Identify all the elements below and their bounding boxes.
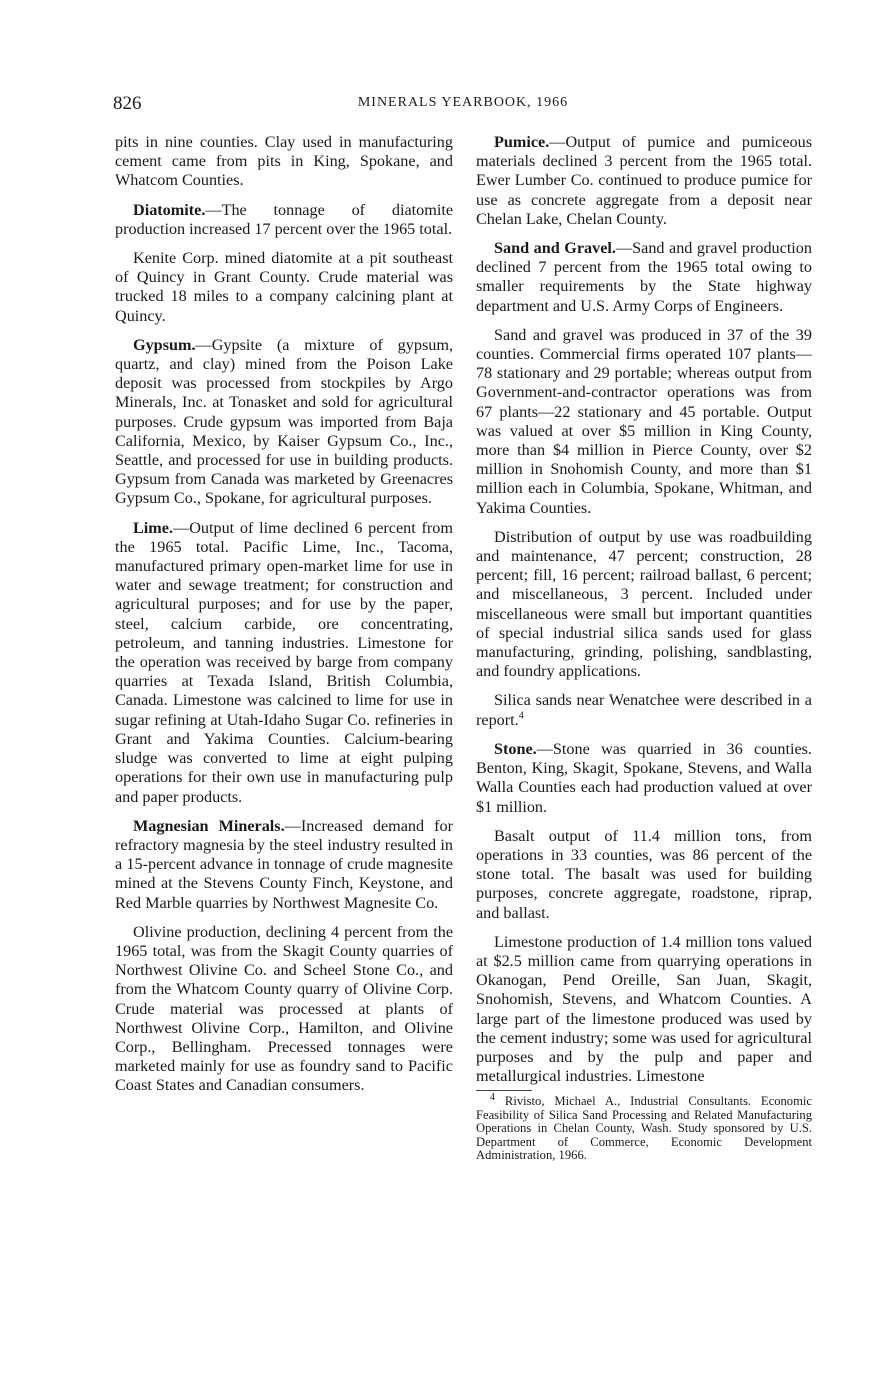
section-heading-magnesian-minerals: Magnesian Minerals. xyxy=(133,816,285,835)
paragraph-text: Olivine production, declining 4 percent from the 1965 total, was from the Skagit County quarries of Northwest Olivine Co. and Scheel Stone Co., and from the Whatcom County quarry of Olivine Corp. Crude material was processed at plants of Northwest Olivine Corp., Hamilton, and Olivine Corp., Bellingham. Precessed tonnages were marketed mainly for use as foundry sand to Pacific Coast States and Canadian consumers. xyxy=(115,922,453,1095)
paragraph-text: —Stone was quarried in 36 counties. Benton, King, Skagit, Spokane, Stevens, and Walla Walla Counties each had production valued at over $1 million. xyxy=(476,739,812,816)
paragraph-lime xyxy=(115,519,453,807)
footnote-reference: 4 xyxy=(518,710,524,722)
left-column xyxy=(115,133,453,1106)
right-column xyxy=(476,133,812,1162)
paragraph-text: —Sand and gravel production declined 7 percent from the 1965 total owing to smaller requirements by the State highway department and U.S. Army Corps of Engineers. xyxy=(476,239,812,315)
paragraph-sand-and-gravel xyxy=(476,239,812,316)
section-heading-gypsum: Gypsum. xyxy=(133,335,196,354)
paragraph-text: —Gypsite (a mixture of gypsum, quartz, and clay) mined from the Poison Lake deposit was processed from stockpiles by Argo Minerals, Inc. at Tonasket and sold for agricultural purposes. Crude gypsum was imported from Baja California, Mexico, by Kaiser Gypsum Co., Inc., Seattle, and processed for use in building products. Gypsum from Canada was marketed by Greenacres Gypsum Co., Spokane, for agricultural purposes. xyxy=(115,335,453,508)
running-title: MINERALS YEARBOOK, 1966 xyxy=(357,95,569,110)
paragraph-olivine xyxy=(115,923,453,1096)
section-heading-pumice: Pumice. xyxy=(494,133,550,151)
section-heading-lime: Lime. xyxy=(133,518,174,537)
paragraph-text: Limestone production of 1.4 million tons valued at $2.5 million came from quarrying operations in Okanogan, Pend Oreille, San Juan, Skagit, Snohomish, Stevens, and Whatcom Counties. A large part of the limestone produced was used by the cement industry; some was used for agricultural purposes and by the pulp and paper and metallurgical industries. Limestone xyxy=(476,932,812,1086)
paragraph-sand-production xyxy=(476,326,812,518)
paragraph-clay-continued xyxy=(115,133,453,191)
section-heading-stone: Stone. xyxy=(494,739,537,758)
paragraph-text: pits in nine counties. Clay used in manufacturing cement came from pits in King, Spokane, and Whatcom Counties. xyxy=(115,133,453,190)
paragraph-gypsum xyxy=(115,336,453,509)
section-heading-diatomite: Diatomite. xyxy=(133,200,206,219)
paragraph-text: —Output of pumice and pumiceous materials declined 3 percent from the 1965 total. Ewer Lumber Co. continued to produce pumice for use as concrete aggregate from a deposit near Chelan Lake, Chelan County. xyxy=(476,133,812,228)
paragraph-text: Distribution of output by use was roadbuilding and maintenance, 47 percent; construction, 28 percent; fill, 16 percent; railroad ballast, 6 percent; and miscellaneous, 3 percent. Included under miscellaneous were small but important quantities of special industrial silica sands used for glass manufacturing, grinding, polishing, sandblasting, and foundry applications. xyxy=(476,527,812,681)
paragraph-text: Basalt output of 11.4 million tons, from operations in 33 counties, was 86 percent of the stone total. The basalt was used for building purposes, concrete aggregate, roadstone, riprap, and ballast. xyxy=(476,826,812,922)
paragraph-text: Silica sands near Wenatchee were described in a report. xyxy=(476,691,812,729)
paragraph-basalt xyxy=(476,827,812,923)
paragraph-kenite xyxy=(115,249,453,326)
paragraph-distribution xyxy=(476,528,812,682)
paragraph-limestone xyxy=(476,933,812,1087)
paragraph-diatomite xyxy=(115,201,453,239)
page-number: 826 xyxy=(113,93,142,114)
paragraph-text: Sand and gravel was produced in 37 of the 39 counties. Commercial firms operated 107 plants—78 stationary and 29 portable; whereas output from Government-and-contractor operations was from 67 plants—22 stationary and 45 portable. Output was valued at over $5 million in King County, more than $4 million in Pierce County, over $2 million in Snohomish County, and more than $1 million each in Columbia, Spokane, Whitman, and Yakima Counties. xyxy=(476,325,812,517)
footnote-text: Rivisto, Michael A., Industrial Consultants. Economic Feasibility of Silica Sand Processing and Related Manufacturing Operations in Chelan County, Wash. Study sponsored by U.S. Department of Commerce, Economic Development Administration, 1966. xyxy=(476,1094,812,1162)
paragraph-text: Kenite Corp. mined diatomite at a pit southeast of Quincy in Grant County. Crude material was trucked 18 miles to a company calcining plant at Quincy. xyxy=(115,249,453,325)
paragraph-text: —The tonnage of diatomite production increased 17 percent over the 1965 total. xyxy=(115,200,453,238)
paragraph-text: —Output of lime declined 6 percent from the 1965 total. Pacific Lime, Inc., Tacoma, manufactured primary open-market lime for use in water and sewage treatment; for construction and agricultural purposes; and for use by the paper, steel, calcium carbide, ore concentrating, petroleum, and tanning industries. Limestone for the operation was received by barge from company quarries at Texada Island, British Columbia, Canada. Limestone was calcined to lime for use in sugar refining at Utah-Idaho Sugar Co. refineries in Grant and Yakima Counties. Calcium-bearing sludge was converted to lime at eight pulping operations for their own use in manufacturing pulp and paper products. xyxy=(115,518,453,806)
paragraph-pumice xyxy=(476,133,812,229)
section-heading-sand-and-gravel: Sand and Gravel. xyxy=(494,239,616,258)
paragraph-magnesian-minerals xyxy=(115,817,453,913)
paragraph-stone xyxy=(476,740,812,817)
page-header xyxy=(113,93,813,117)
footnote xyxy=(476,1092,812,1162)
footnote-mark: 4 xyxy=(490,1092,495,1104)
paragraph-text: —Increased demand for refractory magnesia by the steel industry resulted in a 15-percent advance in tonnage of crude magnesite mined at the Stevens County Finch, Keystone, and Red Marble quarries by Northwest Magnesite Co. xyxy=(115,816,453,912)
footnote-divider xyxy=(476,1090,532,1091)
paragraph-silica-sands xyxy=(476,691,812,729)
